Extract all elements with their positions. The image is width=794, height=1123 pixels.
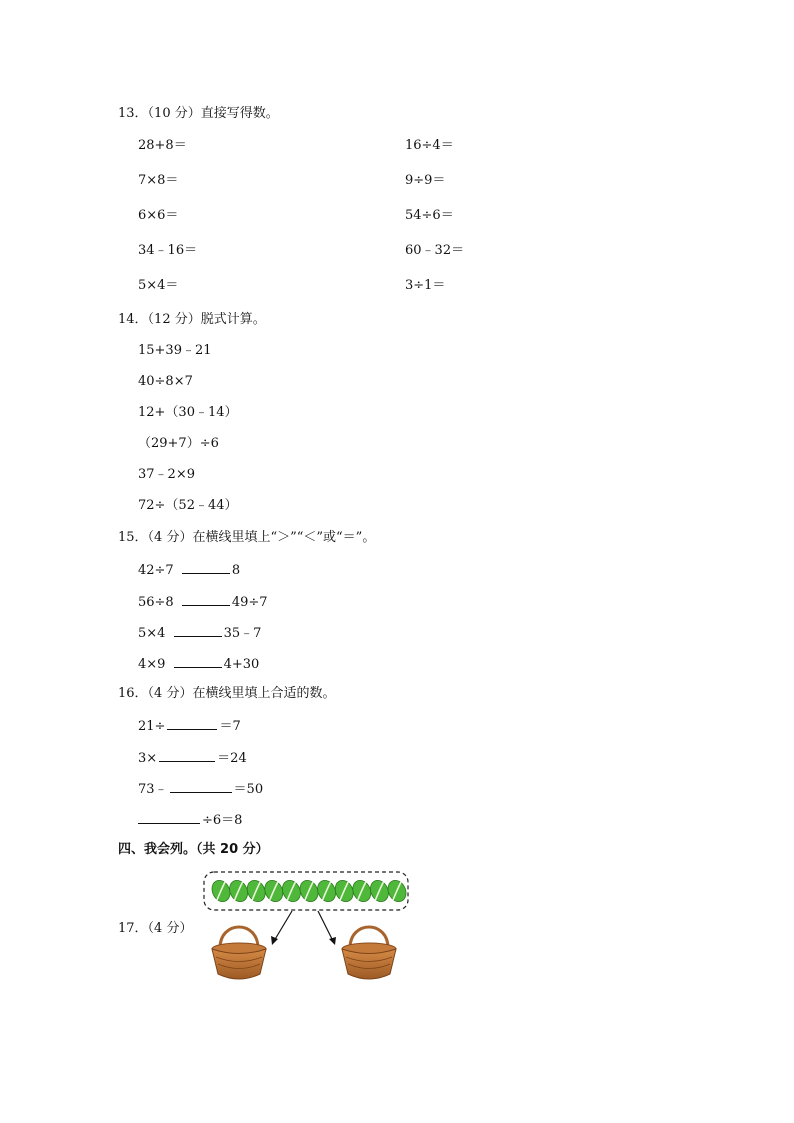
q16-pre-expr: 21÷: [138, 719, 166, 734]
q16-post-expr: ＝50: [233, 782, 264, 797]
cabbage-icon: [385, 877, 410, 904]
arrow-right-head-icon: [329, 937, 336, 945]
q16-post-expr: ÷6＝8: [202, 813, 243, 828]
q15-right-expr: 8: [231, 563, 241, 578]
q13-right-item: 16÷4＝: [405, 138, 454, 153]
q16-item: [138, 749, 247, 767]
q13-left-item: 7×8＝: [138, 173, 179, 188]
q14-item: 72÷（52﹣44）: [138, 498, 238, 513]
q16-answer-blank[interactable]: [167, 717, 217, 730]
q13-right-item: 3÷1＝: [405, 278, 446, 293]
cabbage-basket-figure: [200, 868, 412, 984]
q13-left-item: 6×6＝: [138, 208, 179, 223]
q16-pre-expr: 73﹣: [138, 782, 168, 797]
q16-answer-blank[interactable]: [159, 749, 215, 762]
arrow-left-line: [274, 911, 292, 941]
question-14-title: 14．（12 分）脱式计算。: [118, 312, 266, 327]
q14-item: 40÷8×7: [138, 374, 193, 389]
q13-left-item: 28+8＝: [138, 138, 187, 153]
cabbage-row: [209, 877, 410, 904]
q15-left-expr: 42÷7: [138, 563, 174, 578]
q15-right-expr: 35﹣7: [223, 626, 262, 641]
q16-post-expr: ＝24: [217, 751, 247, 766]
q15-left-expr: 5×4: [138, 626, 166, 641]
question-16-title: 16．（4 分）在横线里填上合适的数。: [118, 686, 336, 701]
q16-post-expr: ＝7: [219, 719, 241, 734]
q14-item: （29+7）÷6: [138, 436, 219, 451]
question-17-title: 17．（4 分）: [118, 921, 193, 936]
q16-item: [138, 811, 242, 829]
q16-answer-blank[interactable]: [170, 780, 232, 793]
q15-item: [138, 593, 268, 611]
q15-answer-blank[interactable]: [182, 593, 230, 606]
basket-left-icon: [212, 927, 266, 979]
q14-item: 37﹣2×9: [138, 467, 195, 482]
q15-item: [138, 624, 261, 642]
q16-answer-blank[interactable]: [138, 811, 200, 824]
q16-item: [138, 780, 263, 798]
section-4-title: 四、我会列。（共 20 分）: [118, 842, 269, 857]
q15-answer-blank[interactable]: [182, 561, 230, 574]
arrow-left-head-icon: [271, 936, 278, 945]
basket-right-icon: [342, 927, 396, 979]
q13-right-item: 9÷9＝: [405, 173, 446, 188]
q15-answer-blank[interactable]: [174, 655, 222, 668]
question-13-title: 13．（10 分）直接写得数。: [118, 106, 279, 121]
q15-answer-blank[interactable]: [174, 624, 222, 637]
q15-item: [138, 561, 240, 579]
q13-left-item: 34﹣16＝: [138, 243, 198, 258]
question-15-title: 15．（4 分）在横线里填上“＞”“＜”或“＝”。: [118, 530, 376, 545]
q14-item: 12+（30﹣14）: [138, 405, 238, 420]
q15-right-expr: 49÷7: [231, 595, 268, 610]
q14-item: 15+39﹣21: [138, 343, 212, 358]
q13-right-item: 60﹣32＝: [405, 243, 465, 258]
q16-item: [138, 717, 241, 735]
arrow-right-line: [318, 911, 333, 941]
q15-left-expr: 4×9: [138, 657, 166, 672]
q16-pre-expr: 3×: [138, 751, 158, 766]
q15-item: [138, 655, 259, 673]
q13-left-item: 5×4＝: [138, 278, 179, 293]
q15-left-expr: 56÷8: [138, 595, 174, 610]
q15-right-expr: 4+30: [223, 657, 260, 672]
q13-right-item: 54÷6＝: [405, 208, 454, 223]
